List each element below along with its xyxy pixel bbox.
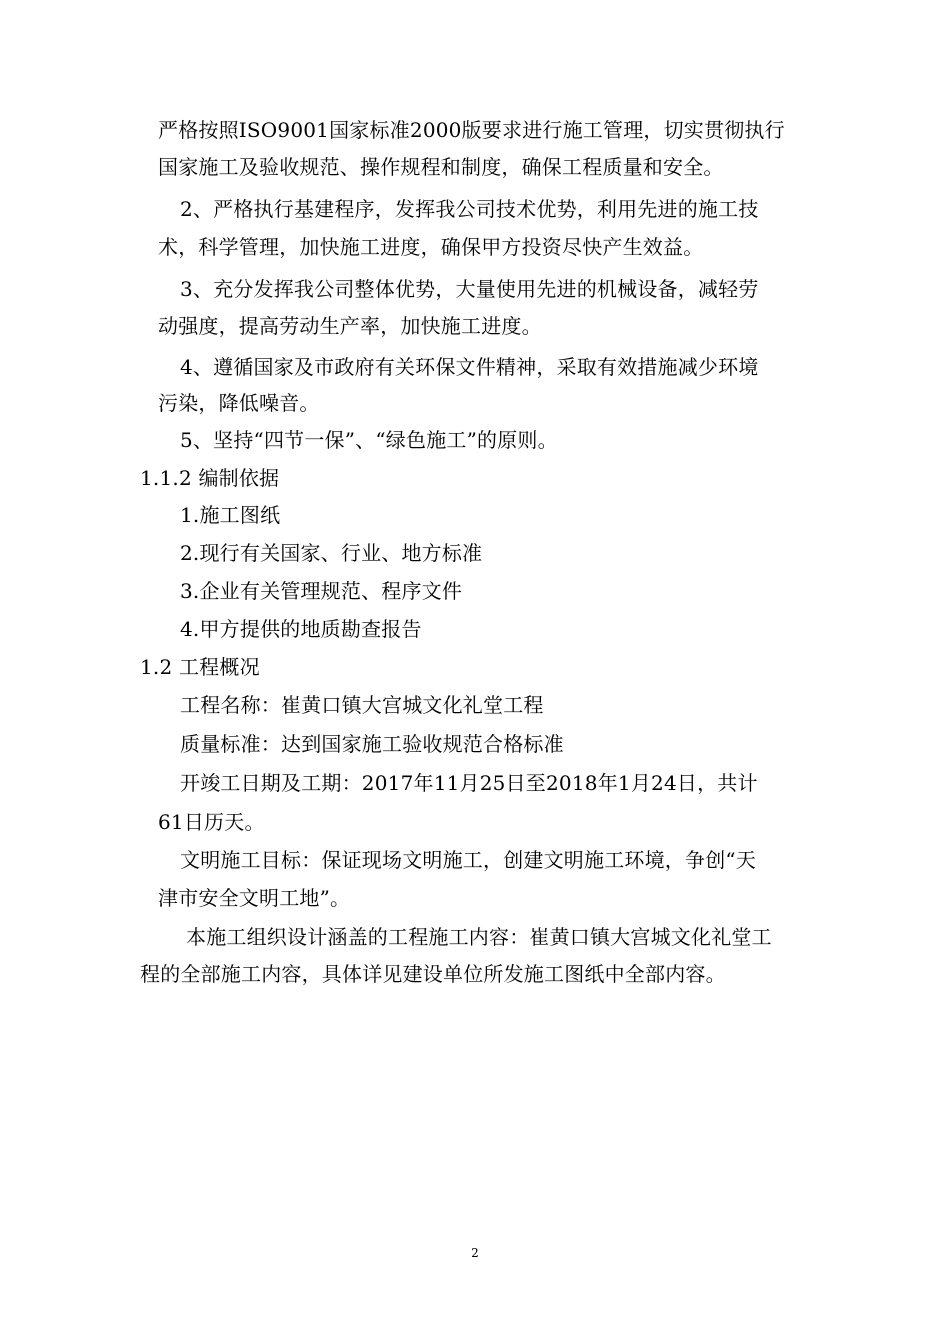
body-text-line: 工程名称：崔黄口镇大宫城文化礼堂工程 [180,693,544,717]
section-heading: 1.2 工程概况 [140,655,260,679]
body-text-line: 严格按照ISO9001国家标准2000版要求进行施工管理，切实贯彻执行 [158,118,785,142]
body-text-line: 术，科学管理，加快施工进度，确保甲方投资尽快产生效益。 [158,235,704,259]
body-text-line: 5、坚持“四节一保”、“绿色施工”的原则。 [180,428,558,452]
body-text-line: 津市安全文明工地”。 [158,886,351,910]
list-item: 3.企业有关管理规范、程序文件 [180,579,463,603]
body-text-line: 3、充分发挥我公司整体优势，大量使用先进的机械设备，减轻劳 [180,277,759,301]
body-text-line: 61日历天。 [158,810,265,834]
body-text-line: 2、严格执行基建程序，发挥我公司技术优势，利用先进的施工技 [180,197,759,221]
body-text-line: 开竣工日期及工期：2017年11月25日至2018年1月24日，共计 [180,771,758,795]
body-text-line: 程的全部施工内容，具体详见建设单位所发施工图纸中全部内容。 [140,962,726,986]
page-number: 2 [471,1246,479,1260]
list-item: 2.现行有关国家、行业、地方标准 [180,541,483,565]
body-text-line: 动强度，提高劳动生产率，加快施工进度。 [158,314,542,338]
body-text-line: 污染，降低噪音。 [158,391,320,415]
body-text-line: 国家施工及验收规范、操作规程和制度，确保工程质量和安全。 [158,155,724,179]
list-item: 1.施工图纸 [180,503,281,527]
body-text-line: 4、遵循国家及市政府有关环保文件精神，采取有效措施减少环境 [180,355,759,379]
list-item: 4.甲方提供的地质勘查报告 [180,617,422,641]
body-text-line: 本施工组织设计涵盖的工程施工内容：崔黄口镇大宫城文化礼堂工 [186,925,772,949]
body-text-line: 文明施工目标：保证现场文明施工，创建文明施工环境，争创“天 [180,848,757,872]
body-text-line: 质量标准：达到国家施工验收规范合格标准 [180,732,564,756]
section-heading: 1.1.2 编制依据 [140,466,280,490]
